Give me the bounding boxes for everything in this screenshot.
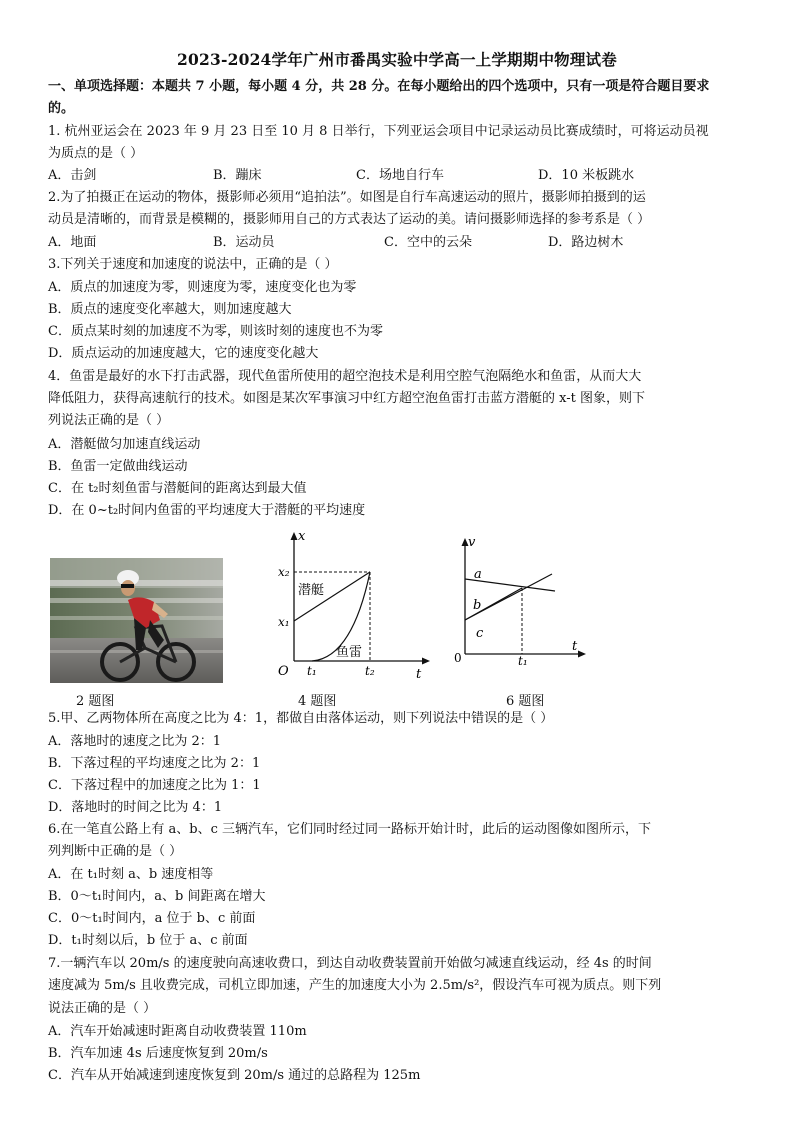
f6-t1-label: t₁: [518, 654, 528, 666]
figure-2-caption: 2 题图: [76, 694, 115, 709]
q4-stem-line3: 列说法正确的是（ ）: [48, 413, 170, 428]
q4-option-b: B．鱼雷一定做曲线运动: [48, 459, 188, 474]
f6-origin-label: 0: [454, 651, 462, 665]
f6-v-label: v: [468, 535, 476, 550]
section-instruction-line2: 的。: [48, 101, 75, 116]
q2-stem-line1: 2.为了拍摄正在运动的物体，摄影师必须用“追拍法”。如图是自行车高速运动的照片，摄影师拍摄到的运: [48, 190, 646, 205]
q5-option-c: C．下落过程中的加速度之比为 1：1: [48, 778, 261, 793]
q3-stem: 3.下列关于速度和加速度的说法中，正确的是（ ）: [48, 257, 338, 272]
q5-option-d: D．落地时的时间之比为 4：1: [48, 800, 223, 815]
q2-options: [48, 232, 758, 254]
q1-option-c: C．场地自行车: [356, 168, 444, 183]
f6-t-label: t: [572, 639, 578, 654]
q3-option-b: B．质点的速度变化率越大，则加速度越大: [48, 302, 292, 317]
q4-option-d: D．在 0~t₂时间内鱼雷的平均速度大于潜艇的平均速度: [48, 503, 366, 518]
figure-6-caption: 6 题图: [506, 694, 545, 709]
section-instruction-line1: 一、单项选择题：本题共 7 小题，每小题 4 分，共 28 分。在每小题给出的四个选项中，只有一项是符合题目要求: [48, 79, 710, 94]
q3-option-c: C．质点某时刻的加速度不为零，则该时刻的速度也不为零: [48, 324, 383, 339]
f4-torpedo-label: 鱼雷: [336, 645, 363, 660]
cyclist-photo-image: [50, 558, 223, 683]
f6-t-axis-arrow: [578, 651, 586, 658]
q7-stem-line2: 速度减为 5m/s 且收费完成，司机立即加速，产生的加速度大小为 2.5m/s²，假设汽车可视为质点。则下列: [48, 978, 662, 993]
f4-x-axis-arrow: [291, 532, 298, 540]
q2-option-a: A．地面: [48, 235, 97, 250]
cyclist-photo: [50, 558, 223, 683]
q7-option-c: C．汽车从开始减速到速度恢复到 20m/s 通过的总路程为 125m: [48, 1068, 421, 1083]
q1-stem-line1: 1. 杭州亚运会在 2023 年 9 月 23 日至 10 月 8 日举行，下列亚运会项目中记录运动员比赛成绩时，可将运动员视: [48, 124, 709, 139]
q2-stem-line2: 动员是清晰的，而背景是模糊的，摄影师用自己的方式表达了运动的美。请问摄影师选择的参考系是（ ）: [48, 212, 651, 227]
figure-4-caption: 4 题图: [298, 694, 337, 709]
f4-submarine-label: 潜艇: [298, 583, 325, 598]
q6-stem-line1: 6.在一笔直公路上有 a、b、c 三辆汽车，它们同时经过同一路标开始计时，此后的运动图像如图所示，下: [48, 822, 652, 837]
f4-t1-label: t₁: [307, 664, 317, 678]
exam-title: 2023-2024学年广州市番禺实验中学高一上学期期中物理试卷: [177, 50, 617, 69]
f4-t-axis-arrow: [422, 658, 430, 665]
q6-option-c: C．0～t₁时间内，a 位于 b、c 前面: [48, 911, 256, 926]
f6-b-label: b: [473, 598, 482, 613]
q1-option-b: B．蹦床: [213, 168, 262, 183]
q1-stem-line2: 为质点的是（ ）: [48, 146, 144, 161]
q6-option-a: A．在 t₁时刻 a、b 速度相等: [48, 867, 214, 882]
q7-option-a: A．汽车开始减速时距离自动收费装置 110m: [48, 1024, 307, 1039]
q2-option-c: C．空中的云朵: [384, 235, 472, 250]
figure-6-vt-graph: [452, 534, 592, 666]
q4-option-c: C．在 t₂时刻鱼雷与潜艇间的距离达到最大值: [48, 481, 307, 496]
f4-x2-label: x₂: [278, 565, 290, 579]
f4-x-label: x: [298, 529, 306, 544]
figure-4-xt-graph: [272, 528, 432, 684]
q7-stem-line1: 7.一辆汽车以 20m/s 的速度驶向高速收费口，到达自动收费装置前开始做匀减速直线运动，经 4s 的时间: [48, 956, 652, 971]
q7-option-b: B．汽车加速 4s 后速度恢复到 20m/s: [48, 1046, 268, 1061]
q1-option-a: A．击剑: [48, 168, 97, 183]
f4-x1-label: x₁: [278, 615, 290, 629]
q7-stem-line3: 说法正确的是（ ）: [48, 1001, 157, 1016]
q3-option-a: A．质点的加速度为零，则速度为零，速度变化也为零: [48, 280, 357, 295]
q5-option-a: A．落地时的速度之比为 2：1: [48, 734, 222, 749]
q2-option-b: B．运动员: [213, 235, 275, 250]
f4-t-label: t: [416, 667, 422, 682]
q4-stem-line1: 4．鱼雷是最好的水下打击武器，现代鱼雷所使用的超空泡技术是利用空腔气泡隔绝水和鱼雷，从而大大: [48, 369, 642, 384]
q4-stem-line2: 降低阻力，获得高速航行的技术。如图是某次军事演习中红方超空泡鱼雷打击蓝方潜艇的 x-t 图象，则下: [48, 391, 645, 406]
f6-c-label: c: [476, 626, 484, 641]
f6-a-label: a: [474, 567, 482, 582]
q4-option-a: A．潜艇做匀加速直线运动: [48, 437, 201, 452]
q1-option-d: D．10 米板跳水: [538, 168, 635, 183]
q1-options: [48, 165, 758, 187]
q6-stem-line2: 列判断中正确的是（ ）: [48, 844, 183, 859]
q6-option-b: B．0～t₁时间内，a、b 间距离在增大: [48, 889, 266, 904]
q3-option-d: D．质点运动的加速度越大，它的速度变化越大: [48, 346, 319, 361]
f4-origin-label: O: [278, 664, 289, 679]
f4-t2-label: t₂: [365, 664, 375, 678]
q6-option-d: D．t₁时刻以后，b 位于 a、c 前面: [48, 933, 248, 948]
q5-stem: 5.甲、乙两物体所在高度之比为 4：1，都做自由落体运动，则下列说法中错误的是（ ）: [48, 711, 554, 726]
q2-option-d: D．路边树木: [548, 235, 624, 250]
q5-option-b: B．下落过程的平均速度之比为 2：1: [48, 756, 261, 771]
